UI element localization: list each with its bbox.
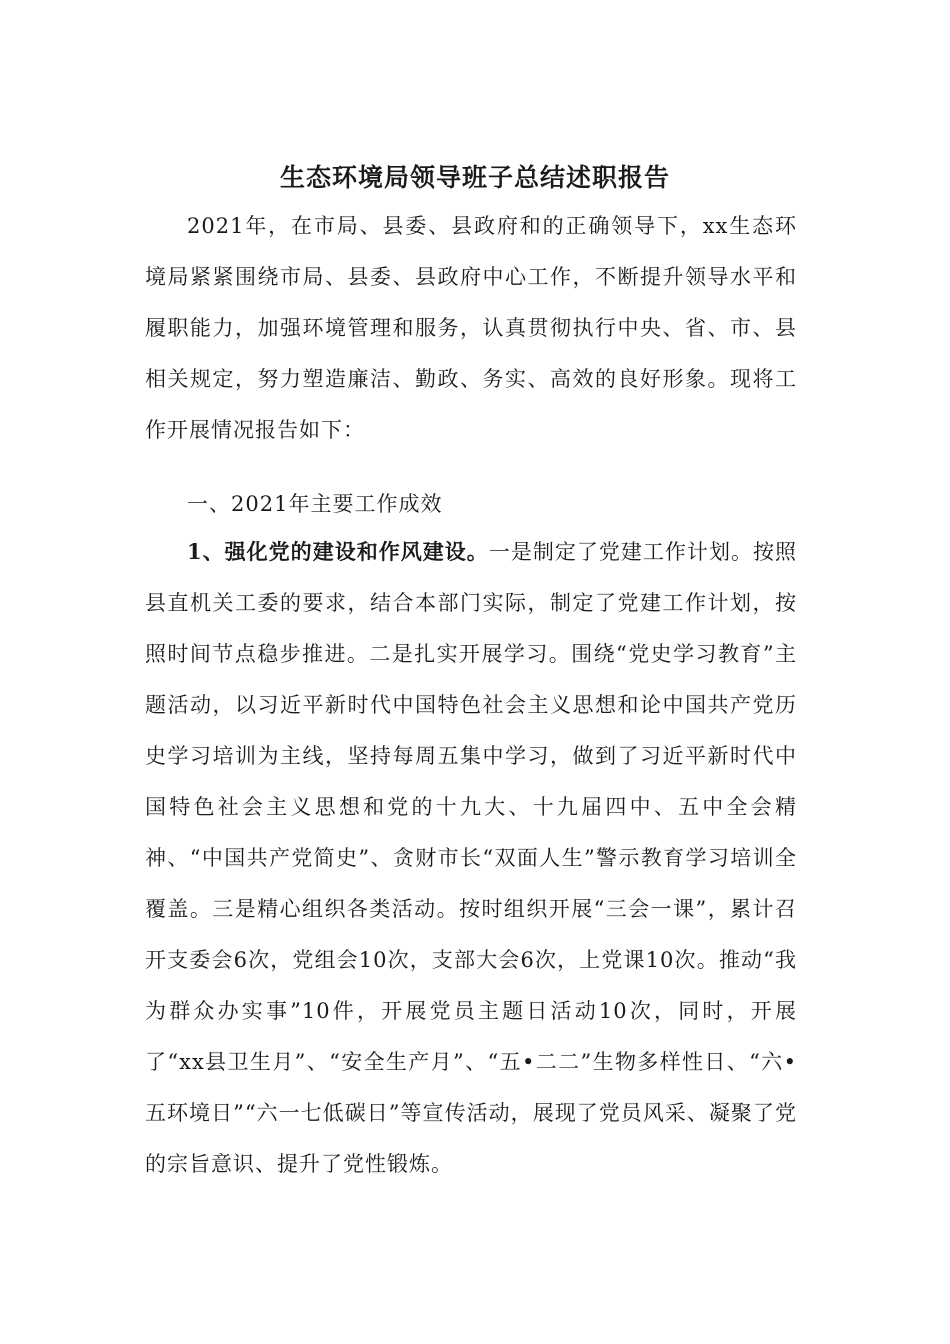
item1-text: 一是制定了党建工作计划。按照县直机关工委的要求，结合本部门实际，制定了党建工作计划，按照时间节点稳步推进。二是扎实开展学习。围绕“党史学习教育”主题活动，以习近平新时代中国特色社会主义思想和论中国共产党历史学习培训为主线，坚持每周五集中学习，做到了习近平新时代中国特色社会主义思想和党的十九大、十九届四中、五中全会精神、“中国共产党简史”、贪财市长“双面人生”警示教育学习培训全覆盖。三是精心组织各类活动。按时组织开展“三会一课”，累计召开支委会6次，党组会10次，支部大会6次，上党课10次。推动“我为群众办实事”10件，开展党员主题日活动10次，同时，开展了“xx县卫生月”、“安全生产月”、“五•二二”生物多样性日、“六•五环境日”“六一七低碳日”等宣传活动，展现了党员风采、凝聚了党的宗旨意识、提升了党性锻炼。 xyxy=(145,540,797,1176)
section-heading: 一、2021年主要工作成效 xyxy=(187,492,443,516)
document-title: 生态环境局领导班子总结述职报告 xyxy=(279,163,670,192)
intro-paragraph: 2021年，在市局、县委、县政府和的正确领导下，xx生态环境局紧紧围绕市局、县委、县政府中心工作，不断提升领导水平和履职能力，加强环境管理和服务，认真贯彻执行中央、省、市、县相关规定，努力塑造廉洁、勤政、务实、高效的良好形象。现将工作开展情况报告如下： xyxy=(145,214,797,442)
item1-paragraph xyxy=(145,526,797,1190)
item1-lead: 1、强化党的建设和作风建设。 xyxy=(187,539,489,564)
